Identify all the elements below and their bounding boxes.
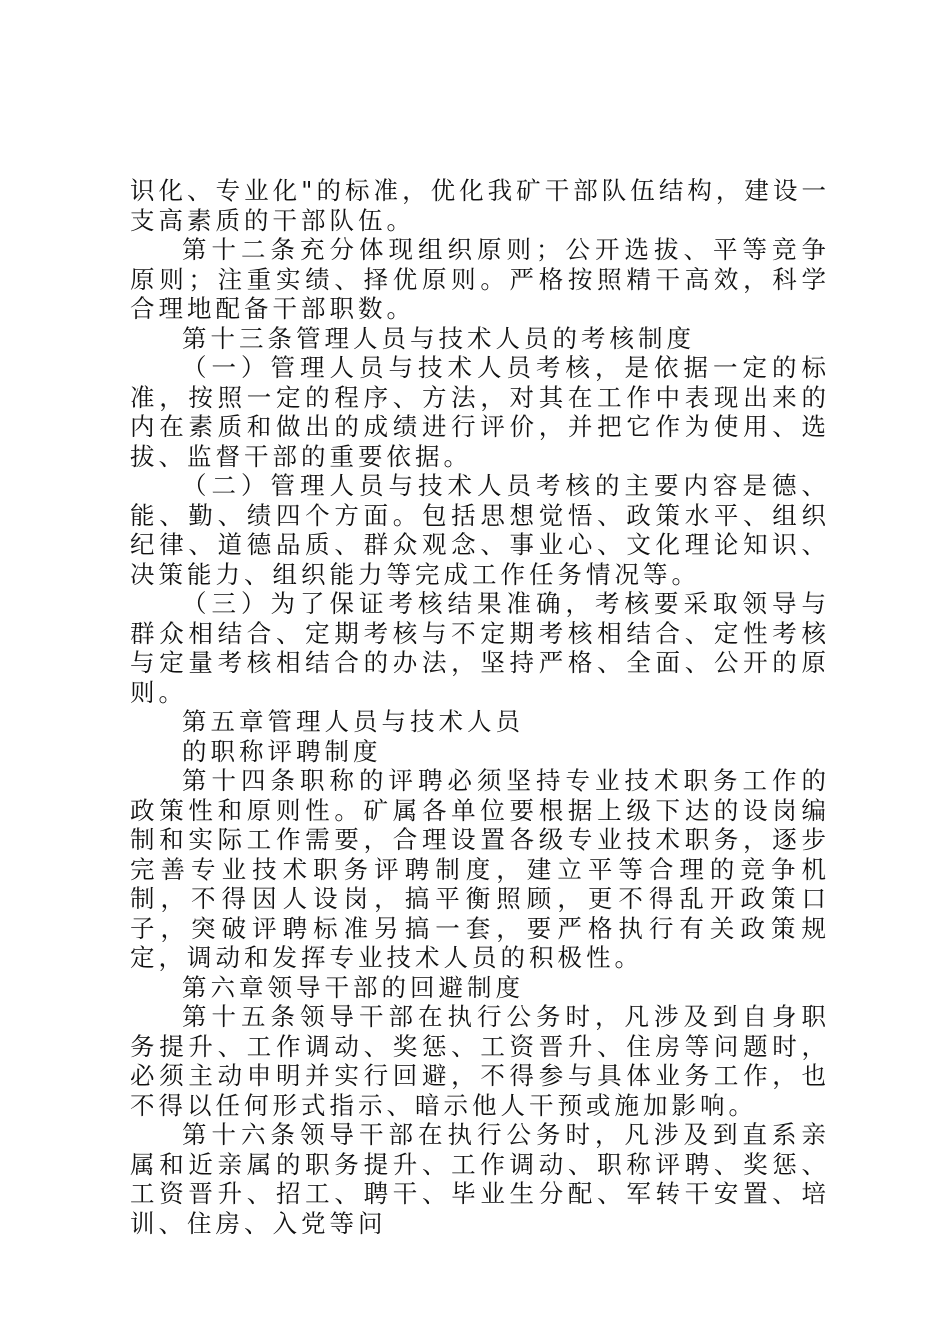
chapter-6-heading: 第六章领导干部的回避制度: [182, 972, 524, 1002]
paragraph-continuation: 识化、专业化"的标准，优化我矿干部队伍结构，建设一支高素质的干部队伍。: [130, 176, 830, 235]
chapter-5-heading-line-2: 的职称评聘制度: [182, 736, 382, 766]
document-body: [130, 176, 830, 1238]
chapter-5-heading-line-1: 第五章管理人员与技术人员: [182, 707, 524, 736]
article-12-paragraph: 第十二条充分体现组织原则；公开选拔、平等竞争原则；注重实绩、择优原则。严格按照精干高效，科学合理地配备干部职数。: [130, 235, 830, 323]
article-13-item-2: （二）管理人员与技术人员考核的主要内容是德、能、勤、绩四个方面。包括思想觉悟、政策水平、组织纪律、道德品质、群众观念、事业心、文化理论知识、决策能力、组织能力等完成工作任务情况等。: [130, 471, 830, 589]
article-15-paragraph: 第十五条领导干部在执行公务时，凡涉及到自身职务提升、工作调动、奖惩、工资晋升、住房等问题时，必须主动申明并实行回避，不得参与具体业务工作，也不得以任何形式指示、暗示他人干预或施加影响。: [130, 1002, 830, 1120]
article-14-paragraph: 第十四条职称的评聘必须坚持专业技术职务工作的政策性和原则性。矿属各单位要根据上级下达的设岗编制和实际工作需要，合理设置各级专业技术职务，逐步完善专业技术职务评聘制度，建立平等合理的竞争机制，不得因人设岗，搞平衡照顾，更不得乱开政策口子，突破评聘标准另搞一套，要严格执行有关政策规定，调动和发挥专业技术人员的积极性。: [130, 766, 830, 972]
article-13-item-3: （三）为了保证考核结果准确，考核要采取领导与群众相结合、定期考核与不定期考核相结合、定性考核与定量考核相结合的办法，坚持严格、全面、公开的原则。: [130, 589, 830, 707]
article-16-paragraph: 第十六条领导干部在执行公务时，凡涉及到直系亲属和近亲属的职务提升、工作调动、职称评聘、奖惩、工资晋升、招工、聘干、毕业生分配、军转干安置、培训、住房、入党等问: [130, 1120, 830, 1238]
article-13-item-1: （一）管理人员与技术人员考核，是依据一定的标准，按照一定的程序、方法，对其在工作中表现出来的内在素质和做出的成绩进行评价，并把它作为使用、选拔、监督干部的重要依据。: [130, 353, 830, 471]
article-13-heading: 第十三条管理人员与技术人员的考核制度: [182, 323, 695, 353]
